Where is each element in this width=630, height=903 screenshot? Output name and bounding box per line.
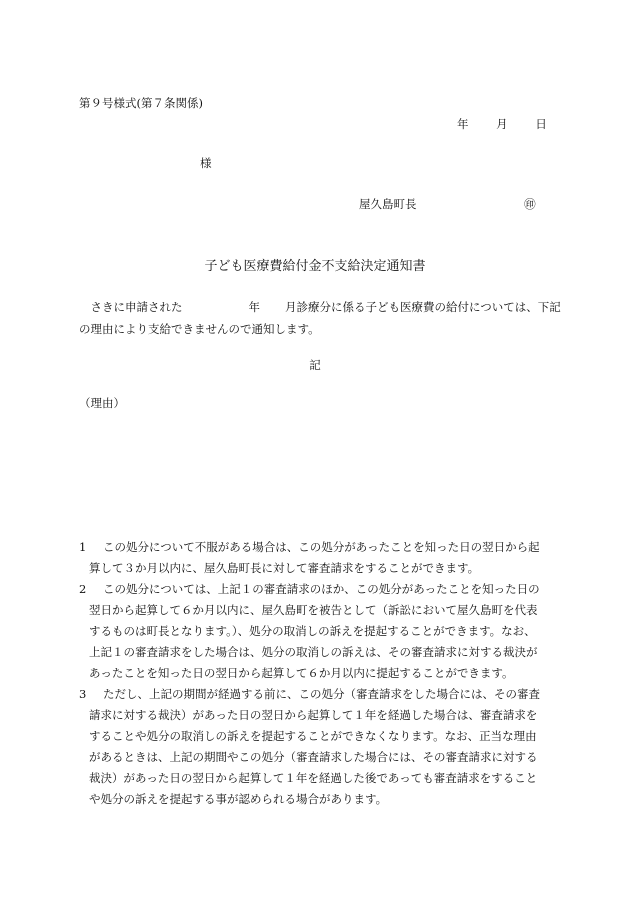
note-number: 3 bbox=[79, 687, 87, 701]
note-line: 上記１の審査請求をした場合は、処分の取消しの訴えは、その審査請求に対する裁決が bbox=[89, 645, 538, 659]
note-item bbox=[79, 579, 559, 684]
date-month-label: 月 bbox=[496, 117, 508, 131]
note-line: 翌日から起算して６か月以内に、屋久島町を被告として（訴訟において屋久島町を代表 bbox=[89, 603, 538, 617]
ki-heading: 記 bbox=[309, 358, 321, 372]
addressee-suffix: 様 bbox=[200, 156, 212, 170]
form-number: 第９号様式(第７条関係) bbox=[79, 96, 203, 110]
notes-list bbox=[79, 537, 559, 810]
note-number: 2 bbox=[79, 582, 87, 596]
note-number: 1 bbox=[79, 540, 87, 554]
note-line: するものは町長となります。）、処分の取消しの訴えを提起することができます。なお、 bbox=[89, 624, 536, 638]
note-line: この処分については、上記１の審査請求のほか、この処分があったことを知った日の bbox=[103, 582, 540, 596]
date-day-label: 日 bbox=[535, 117, 547, 131]
reason-label: （理由） bbox=[79, 396, 125, 410]
note-line: ただし、上記の期間が経過する前に、この処分（審査請求をした場合には、その審査 bbox=[103, 687, 540, 701]
note-line: 算して３か月以内に、屋久島町長に対して審査請求をすることができます。 bbox=[89, 561, 480, 575]
seal-mark: ㊞ bbox=[524, 197, 536, 211]
note-line: や処分の訴えを提起する事が認められる場合があります。 bbox=[89, 792, 388, 806]
body-year-label: 年 bbox=[248, 300, 260, 314]
note-line: あったことを知った日の翌日から起算して６か月以内に提起することができます。 bbox=[89, 666, 514, 680]
note-item bbox=[79, 684, 559, 810]
body-paragraph bbox=[79, 296, 561, 340]
note-text bbox=[89, 684, 559, 810]
note-item bbox=[79, 537, 559, 579]
note-line: この処分について不服がある場合は、この処分があったことを知った日の翌日から起 bbox=[103, 540, 540, 554]
issuer-name: 屋久島町長 bbox=[359, 197, 417, 211]
note-line: することや処分の取消しの訴えを提起することができなくなります。なお、正当な理由 bbox=[89, 729, 537, 743]
body-line1-suffix: 月診療分に係る子ども医療費の給付については、下記 bbox=[285, 300, 561, 314]
body-line-1 bbox=[79, 296, 561, 318]
body-line1-prefix: さきに申請された bbox=[90, 300, 183, 314]
note-line: があるときは、上記の期間やこの処分（審査請求した場合には、その審査請求に対する bbox=[89, 750, 538, 764]
note-line: 裁決）があった日の翌日から起算して１年を経過した後であっても審査請求をすること bbox=[89, 771, 538, 785]
note-text bbox=[89, 579, 559, 684]
document-title: 子ども医療費給付金不支給決定通知書 bbox=[204, 259, 426, 274]
issuer bbox=[359, 198, 536, 212]
issue-date bbox=[457, 118, 547, 132]
body-line-2: の理由により支給できませんので通知します。 bbox=[79, 322, 320, 336]
note-text bbox=[89, 537, 559, 579]
date-year-label: 年 bbox=[457, 117, 469, 131]
note-line: 請求に対する裁決）があった日の翌日から起算して１年を経過した場合は、審査請求を bbox=[89, 708, 538, 722]
